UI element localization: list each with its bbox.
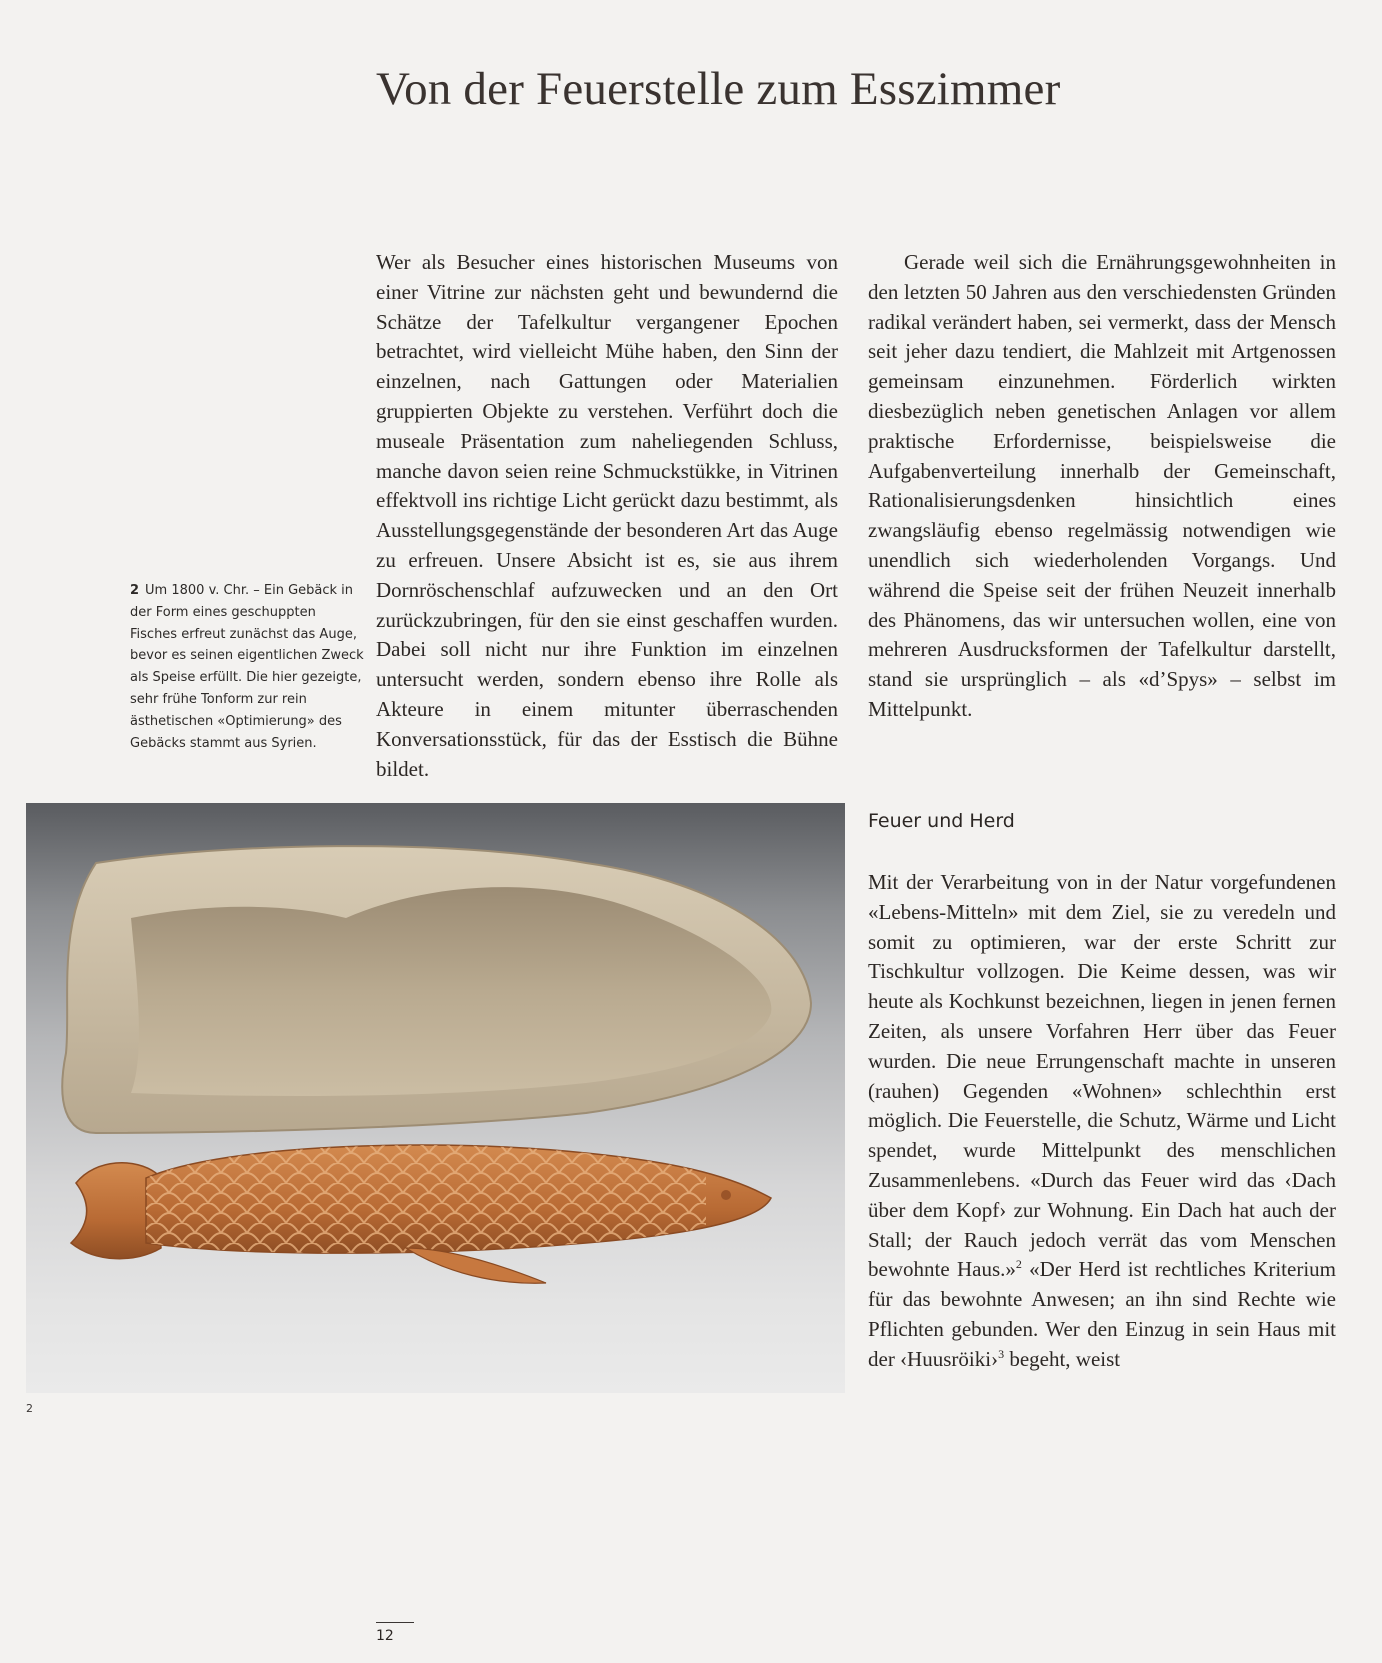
footnote-ref-2: 2 — [1015, 1257, 1022, 1272]
caption-number: 2 — [130, 583, 140, 598]
fire-text-c: begeht, weist — [1004, 1346, 1121, 1371]
fish-mould-photo — [26, 803, 845, 1393]
intro-paragraph: Wer als Besucher eines historischen Museums von einer Vitrine zur nächsten geht und bewundernd die Schätze der Tafelkultur vergangener Epochen betrachtet, wird vielleicht Mühe haben, den Sinn der einzelnen, nach Gattungen oder Materialien gruppierten Objekte zu verstehen. Verführt doch die museale Präsentation zum naheliegenden Schluss, manche davon seien reine Schmuckstükke, in Vitrinen effektvoll ins richtige Licht gerückt dazu bestimmt, als Ausstellungsgegenstände der besonderen Art das Auge zu erfreuen. Unsere Absicht ist es, sie aus ihrem Dornröschenschlaf aufzuwecken und an den Ort zurückzubringen, für den sie einst geschaffen wurden. Dabei soll nicht nur ihre Funktion im einzelnen untersucht werden, sondern ebenso ihre Rolle als Akteure in einem mitunter überraschenden Konversationsstück, für das der Esstisch die Bühne bildet. — [376, 250, 838, 781]
fire-text-b: «Der Herd ist rechtliches Kriterium für das bewohnte Anwesen; an ihn sind Rechte wie Pflichten gebunden. Wer den Einzug in sein Haus mit der ‹Huusröiki› — [868, 1257, 1336, 1371]
footnote-ref-3: 3 — [998, 1346, 1005, 1361]
figure-number: 2 — [26, 1402, 33, 1415]
page-title: Von der Feuerstelle zum Esszimmer — [376, 63, 1061, 115]
fire-text-a: Mit der Verarbeitung von in der Natur vorgefundenen «Lebens-Mitteln» mit dem Ziel, sie zu veredeln und somit zu optimieren, war der erste Schritt zur Tischkultur vollzogen. Die Keime dessen, was wir heute als Kochkunst bezeichnen, liegen in jenen fernen Zeiten, als unsere Vorfahren Herr über das Feuer wurden. Die neue Errungenschaft machte in unseren (rauhen) Gegenden «Wohnen» schlechthin erst möglich. Die Feuerstelle, die Schutz, Wärme und Licht spendet, wurde Mittelpunkt des menschlichen Zusammenlebens. «Durch das Feuer wird das ‹Dach über dem Kopf› zur Wohnung. Ein Dach hat auch der Stall; der Rauch jedoch verrät das vom Menschen bewohnte Haus.» — [868, 870, 1336, 1282]
body-column-1 — [376, 248, 838, 784]
page-number: 12 — [376, 1628, 394, 1644]
body-column-2 — [868, 248, 1336, 725]
fire-hearth-paragraph — [868, 868, 1336, 1375]
fish-mould-illustration — [26, 803, 845, 1393]
caption-text: Um 1800 v. Chr. – Ein Gebäck in der Form eines geschuppten Fisches erfreut zunächst das Auge, bevor es seinen eigentlichen Zweck als Speise erfüllt. Die hier gezeigte, sehr frühe Tonform zur rein ästhetischen «Optimierung» des Gebäcks stammt aus Syrien. — [130, 583, 364, 751]
figure-caption — [130, 580, 366, 754]
folio-rule — [376, 1622, 414, 1623]
dining-paragraph: Gerade weil sich die Ernährungsgewohnheiten in den letzten 50 Jahren aus den verschiedensten Gründen radikal verändert haben, sei vermerkt, dass der Mensch seit jeher dazu tendiert, die Mahlzeit mit Artgenossen gemeinsam einzunehmen. Förderlich wirkten diesbezüglich neben genetischen Anlagen vor allem praktische Erfordernisse, beispielsweise die Aufgabenverteilung innerhalb der Gemeinschaft, Rationalisierungsdenken hinsichtlich eines zwangsläufig ebenso regelmässig notwendigen wie unendlich sich wiederholenden Vorgangs. Und während die Speise seit der frühen Neuzeit innerhalb des Phänomens, das wir untersuchen wollen, eine von mehreren Ausdrucksformen der Tafelkultur darstellt, stand sie ursprünglich – als «d’Spys» – selbst im Mittelpunkt. — [868, 250, 1336, 721]
fish-fin — [406, 1248, 546, 1283]
body-column-3 — [868, 868, 1336, 1375]
fish-eye — [721, 1190, 731, 1200]
section-heading: Feuer und Herd — [868, 810, 1015, 832]
